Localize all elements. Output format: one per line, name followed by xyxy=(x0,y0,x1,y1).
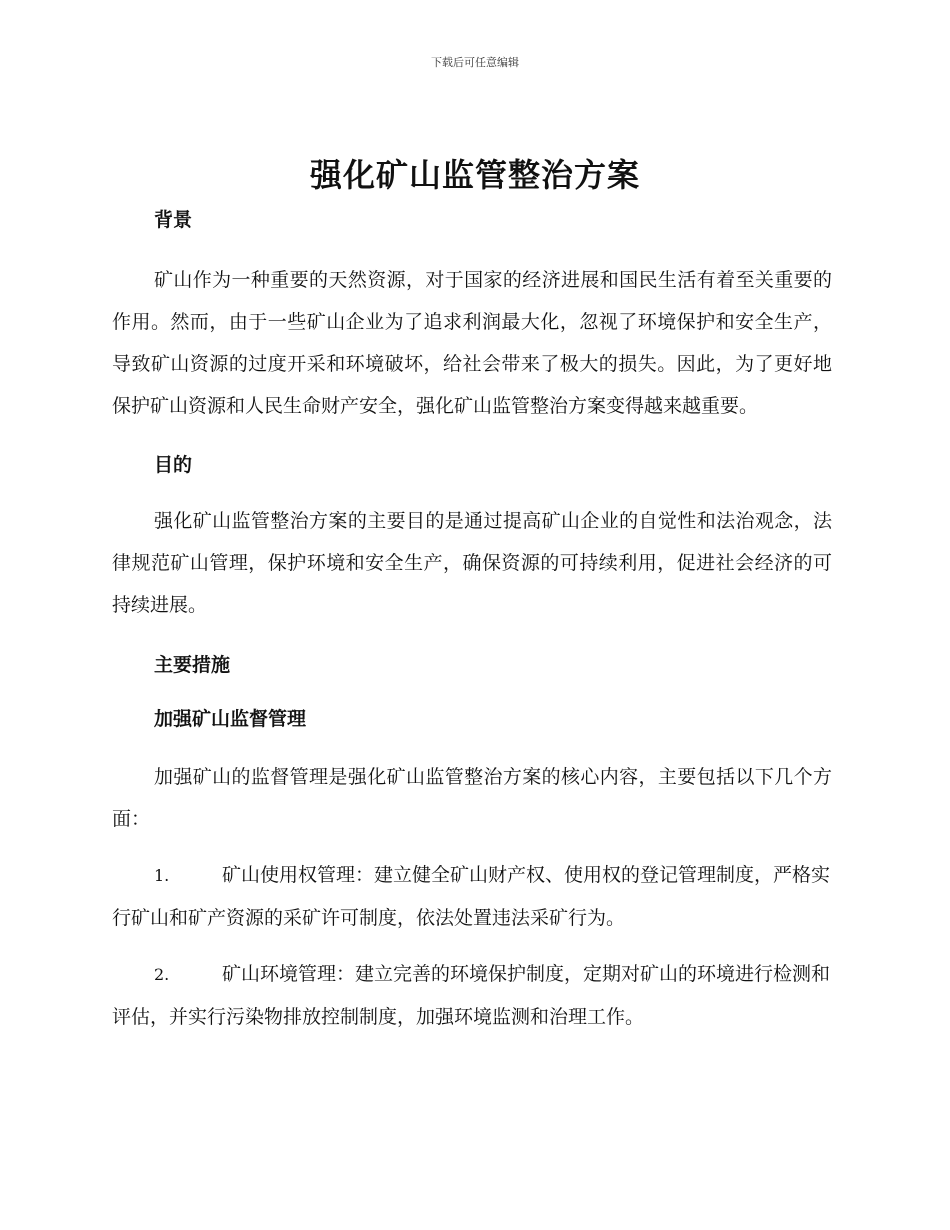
document-body xyxy=(112,205,832,1038)
list-item xyxy=(112,854,832,939)
list-item-text: 矿山使用权管理：建立健全矿山财产权、使用权的登记管理制度，严格实行矿山和矿产资源的采矿许可制度，依法处置违法采矿行为。 xyxy=(112,864,831,929)
header-note: 下载后可任意编辑 xyxy=(431,56,519,69)
paragraph-measures: 加强矿山的监督管理是强化矿山监管整治方案的核心内容，主要包括以下几个方面： xyxy=(112,766,832,830)
list-item-number: 2. xyxy=(154,965,170,984)
paragraph-background: 矿山作为一种重要的天然资源，对于国家的经济进展和国民生活有着至关重要的作用。然而，由于一些矿山企业为了追求利润最大化，忽视了环境保护和安全生产，导致矿山资源的过度开采和环境破坏，给社会带来了极大的损失。因此，为了更好地保护矿山资源和人民生命财产安全，强化矿山监管整治方案变得越来越重要。 xyxy=(112,269,832,417)
list-item xyxy=(112,953,832,1038)
section-heading-measures: 主要措施 xyxy=(154,654,231,676)
section-heading-background: 背景 xyxy=(154,209,193,231)
section-heading-purpose: 目的 xyxy=(154,454,193,476)
document-title: 强化矿山监管整治方案 xyxy=(309,156,640,194)
paragraph-purpose: 强化矿山监管整治方案的主要目的是通过提高矿山企业的自觉性和法治观念，法律规范矿山管理，保护环境和安全生产，确保资源的可持续利用，促进社会经济的可持续进展。 xyxy=(112,510,832,616)
list-item-text: 矿山环境管理：建立完善的环境保护制度，定期对矿山的环境进行检测和评估，并实行污染物排放控制制度，加强环境监测和治理工作。 xyxy=(112,963,831,1028)
subsection-heading-supervision: 加强矿山监督管理 xyxy=(154,708,307,730)
list-item-number: 1. xyxy=(154,866,170,885)
